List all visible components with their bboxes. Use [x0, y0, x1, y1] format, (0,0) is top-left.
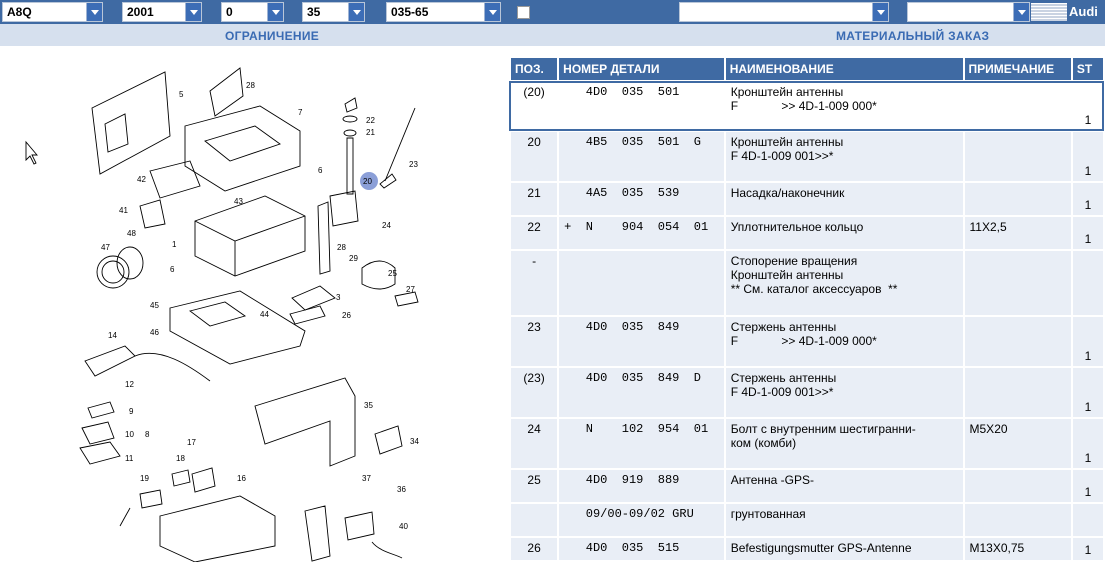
table-row[interactable]	[511, 538, 1103, 560]
row-part-number: N 102 954 01	[559, 419, 724, 468]
table-row[interactable]	[511, 251, 1103, 315]
label-26: 26	[342, 311, 351, 320]
row-name	[726, 419, 963, 468]
illustration-value: 035-65	[391, 5, 429, 19]
filter-checkbox[interactable]	[517, 6, 530, 19]
label-48: 48	[127, 229, 136, 238]
label-14: 14	[108, 331, 117, 340]
label-5a: 5	[179, 90, 184, 99]
label-1: 1	[172, 240, 177, 249]
chevron-down-icon[interactable]	[872, 3, 888, 21]
diagram-labels	[101, 81, 419, 531]
row-name-line: Befestigungsmutter GPS-Antenne	[730, 541, 912, 555]
label-20: 20	[363, 177, 372, 186]
col-note[interactable]: ПРИМЕЧАНИЕ	[965, 58, 1071, 80]
label-40: 40	[399, 522, 408, 531]
chevron-down-icon[interactable]	[348, 3, 364, 21]
row-note	[965, 251, 1071, 315]
row-name-line: Антенна -GPS-	[730, 473, 814, 487]
chevron-down-icon[interactable]	[185, 3, 201, 21]
field7-select[interactable]	[907, 2, 1030, 22]
row-note	[965, 317, 1071, 366]
label-35: 35	[364, 401, 373, 410]
mouse-cursor-icon	[26, 142, 37, 164]
row-name	[726, 470, 963, 502]
row-pos: (23)	[511, 368, 557, 417]
label-19: 19	[140, 474, 149, 483]
row-name	[726, 504, 963, 536]
parts-table	[509, 56, 1105, 562]
row-pos: 26	[511, 538, 557, 560]
col-pos[interactable]: ПОЗ.	[511, 58, 557, 80]
row-note	[965, 368, 1071, 417]
row-name-line: Кронштейн антенны	[730, 85, 844, 99]
row-pos: 25	[511, 470, 557, 502]
row-name	[726, 183, 963, 215]
row-qty: 1	[1073, 183, 1103, 215]
label-36: 36	[397, 485, 406, 494]
row-part-number: 4D0 035 849	[559, 317, 724, 366]
table-row[interactable]	[511, 183, 1103, 215]
row-name-line: Уплотнительное кольцо	[730, 220, 864, 234]
label-34: 34	[410, 437, 419, 446]
label-37: 37	[362, 474, 371, 483]
row-pos: 22	[511, 217, 557, 249]
row-name-line: Стопорение вращения	[730, 254, 858, 268]
label-41: 41	[119, 206, 128, 215]
row-name-line: ком (комби)	[730, 436, 797, 450]
label-18: 18	[176, 454, 185, 463]
row-name	[726, 217, 963, 249]
row-part-number: 4D0 035 849 D	[559, 368, 724, 417]
label-28a: 28	[246, 81, 255, 90]
row-name	[726, 132, 963, 181]
col-part-number[interactable]: НОМЕР ДЕТАЛИ	[559, 58, 724, 80]
row-qty: 1	[1073, 82, 1103, 130]
label-9: 9	[129, 407, 134, 416]
table-row[interactable]	[511, 82, 1103, 130]
label-47: 47	[101, 243, 110, 252]
row-pos: 21	[511, 183, 557, 215]
chevron-down-icon[interactable]	[86, 3, 102, 21]
row-qty	[1073, 504, 1103, 536]
row-name	[726, 251, 963, 315]
label-23: 23	[409, 160, 418, 169]
row-name-line: Стержень антенны	[730, 320, 837, 334]
row-pos: (20)	[511, 82, 557, 130]
row-qty: 1	[1073, 217, 1103, 249]
label-44: 44	[260, 310, 269, 319]
label-25: 25	[388, 269, 397, 278]
label-42: 42	[137, 175, 146, 184]
row-qty: 1	[1073, 419, 1103, 468]
row-qty: 1	[1073, 368, 1103, 417]
chevron-down-icon[interactable]	[1013, 3, 1029, 21]
label-43: 43	[234, 197, 243, 206]
row-name-line: Стержень антенны	[730, 371, 837, 385]
row-qty: 1	[1073, 132, 1103, 181]
label-16: 16	[237, 474, 246, 483]
table-row[interactable]	[511, 504, 1103, 536]
row-part-number: 4B5 035 501 G	[559, 132, 724, 181]
row-name	[726, 82, 963, 130]
row-part-number: + N 904 054 01	[559, 217, 724, 249]
row-pos: 23	[511, 317, 557, 366]
row-note: M5X20	[965, 419, 1071, 468]
row-qty	[1073, 251, 1103, 315]
row-name-line: F 4D-1-009 001>>*	[730, 149, 834, 163]
year-select[interactable]	[122, 2, 202, 22]
label-17: 17	[187, 438, 196, 447]
label-8: 8	[145, 430, 150, 439]
row-part-number: 4D0 035 515	[559, 538, 724, 560]
label-7: 7	[298, 108, 303, 117]
row-name-line: F >> 4D-1-009 000*	[730, 334, 877, 348]
row-qty: 1	[1073, 317, 1103, 366]
illustration-select[interactable]	[386, 2, 501, 22]
table-header-row	[511, 58, 1103, 80]
top-toolbar	[0, 0, 1105, 24]
row-name-line: ** См. каталог аксессуаров **	[730, 282, 898, 296]
row-qty: 1	[1073, 470, 1103, 502]
label-10: 10	[125, 430, 134, 439]
table-row[interactable]	[511, 368, 1103, 417]
row-part-number: 4D0 035 501	[559, 82, 724, 130]
model-value: A8Q	[7, 5, 32, 19]
row-part-number: 09/00-09/02 GRU	[559, 504, 724, 536]
table-row[interactable]	[511, 419, 1103, 468]
label-6b: 6	[170, 265, 175, 274]
row-note: 11X2,5	[965, 217, 1071, 249]
row-pos: 20	[511, 132, 557, 181]
model-select[interactable]	[2, 2, 103, 22]
year-value: 2001	[127, 5, 154, 19]
table-row[interactable]	[511, 317, 1103, 366]
label-29: 29	[349, 254, 358, 263]
label-6a: 6	[318, 166, 323, 175]
row-note	[965, 504, 1071, 536]
row-name-line: F >> 4D-1-009 000*	[730, 99, 877, 113]
parts-diagram[interactable]	[0, 46, 505, 562]
row-name-line: Насадка/наконечник	[730, 186, 845, 200]
row-note: M13X0,75	[965, 538, 1071, 560]
table-row[interactable]	[511, 132, 1103, 181]
label-45: 45	[150, 301, 159, 310]
label-46: 46	[150, 328, 159, 337]
label-12: 12	[125, 380, 134, 389]
row-name	[726, 538, 963, 560]
row-note	[965, 470, 1071, 502]
chevron-down-icon[interactable]	[267, 3, 283, 21]
brand-label: Audi	[1069, 4, 1098, 19]
row-pos	[511, 504, 557, 536]
row-note	[965, 183, 1071, 215]
grip-pattern	[1031, 3, 1067, 21]
chevron-down-icon[interactable]	[484, 3, 500, 21]
section-header-bar	[0, 24, 1105, 46]
row-name	[726, 317, 963, 366]
label-11: 11	[125, 454, 134, 463]
row-name-line: грунтованная	[730, 507, 806, 521]
label-21: 21	[366, 128, 375, 137]
col-qty[interactable]: ST	[1073, 58, 1103, 80]
row-pos: -	[511, 251, 557, 315]
material-order-title: МАТЕРИАЛЬНЫЙ ЗАКАЗ	[836, 29, 990, 43]
row-part-number	[559, 251, 724, 315]
restriction-title: ОГРАНИЧЕНИЕ	[225, 29, 320, 43]
group-value: 0	[226, 5, 233, 19]
label-28b: 28	[337, 243, 346, 252]
row-note	[965, 132, 1071, 181]
subgroup-select[interactable]	[302, 2, 365, 22]
row-qty: 1	[1073, 538, 1103, 560]
field6-select[interactable]	[679, 2, 889, 22]
row-name-line: Болт с внутренним шестигранни-	[730, 422, 916, 436]
row-name-line: Кронштейн антенны	[730, 135, 844, 149]
row-note	[965, 82, 1071, 130]
label-3: 3	[336, 293, 341, 302]
table-row[interactable]	[511, 217, 1103, 249]
group-select[interactable]	[221, 2, 284, 22]
label-24: 24	[382, 221, 391, 230]
col-name[interactable]: НАИМЕНОВАНИЕ	[726, 58, 963, 80]
label-27: 27	[406, 285, 415, 294]
row-part-number: 4D0 919 889	[559, 470, 724, 502]
subgroup-value: 35	[307, 5, 321, 19]
label-22: 22	[366, 116, 375, 125]
row-name	[726, 368, 963, 417]
exploded-view-drawing	[0, 46, 505, 562]
row-name-line: Кронштейн антенны	[730, 268, 844, 282]
row-name-line: F 4D-1-009 001>>*	[730, 385, 834, 399]
row-part-number: 4A5 035 539	[559, 183, 724, 215]
row-pos: 24	[511, 419, 557, 468]
table-row[interactable]	[511, 470, 1103, 502]
